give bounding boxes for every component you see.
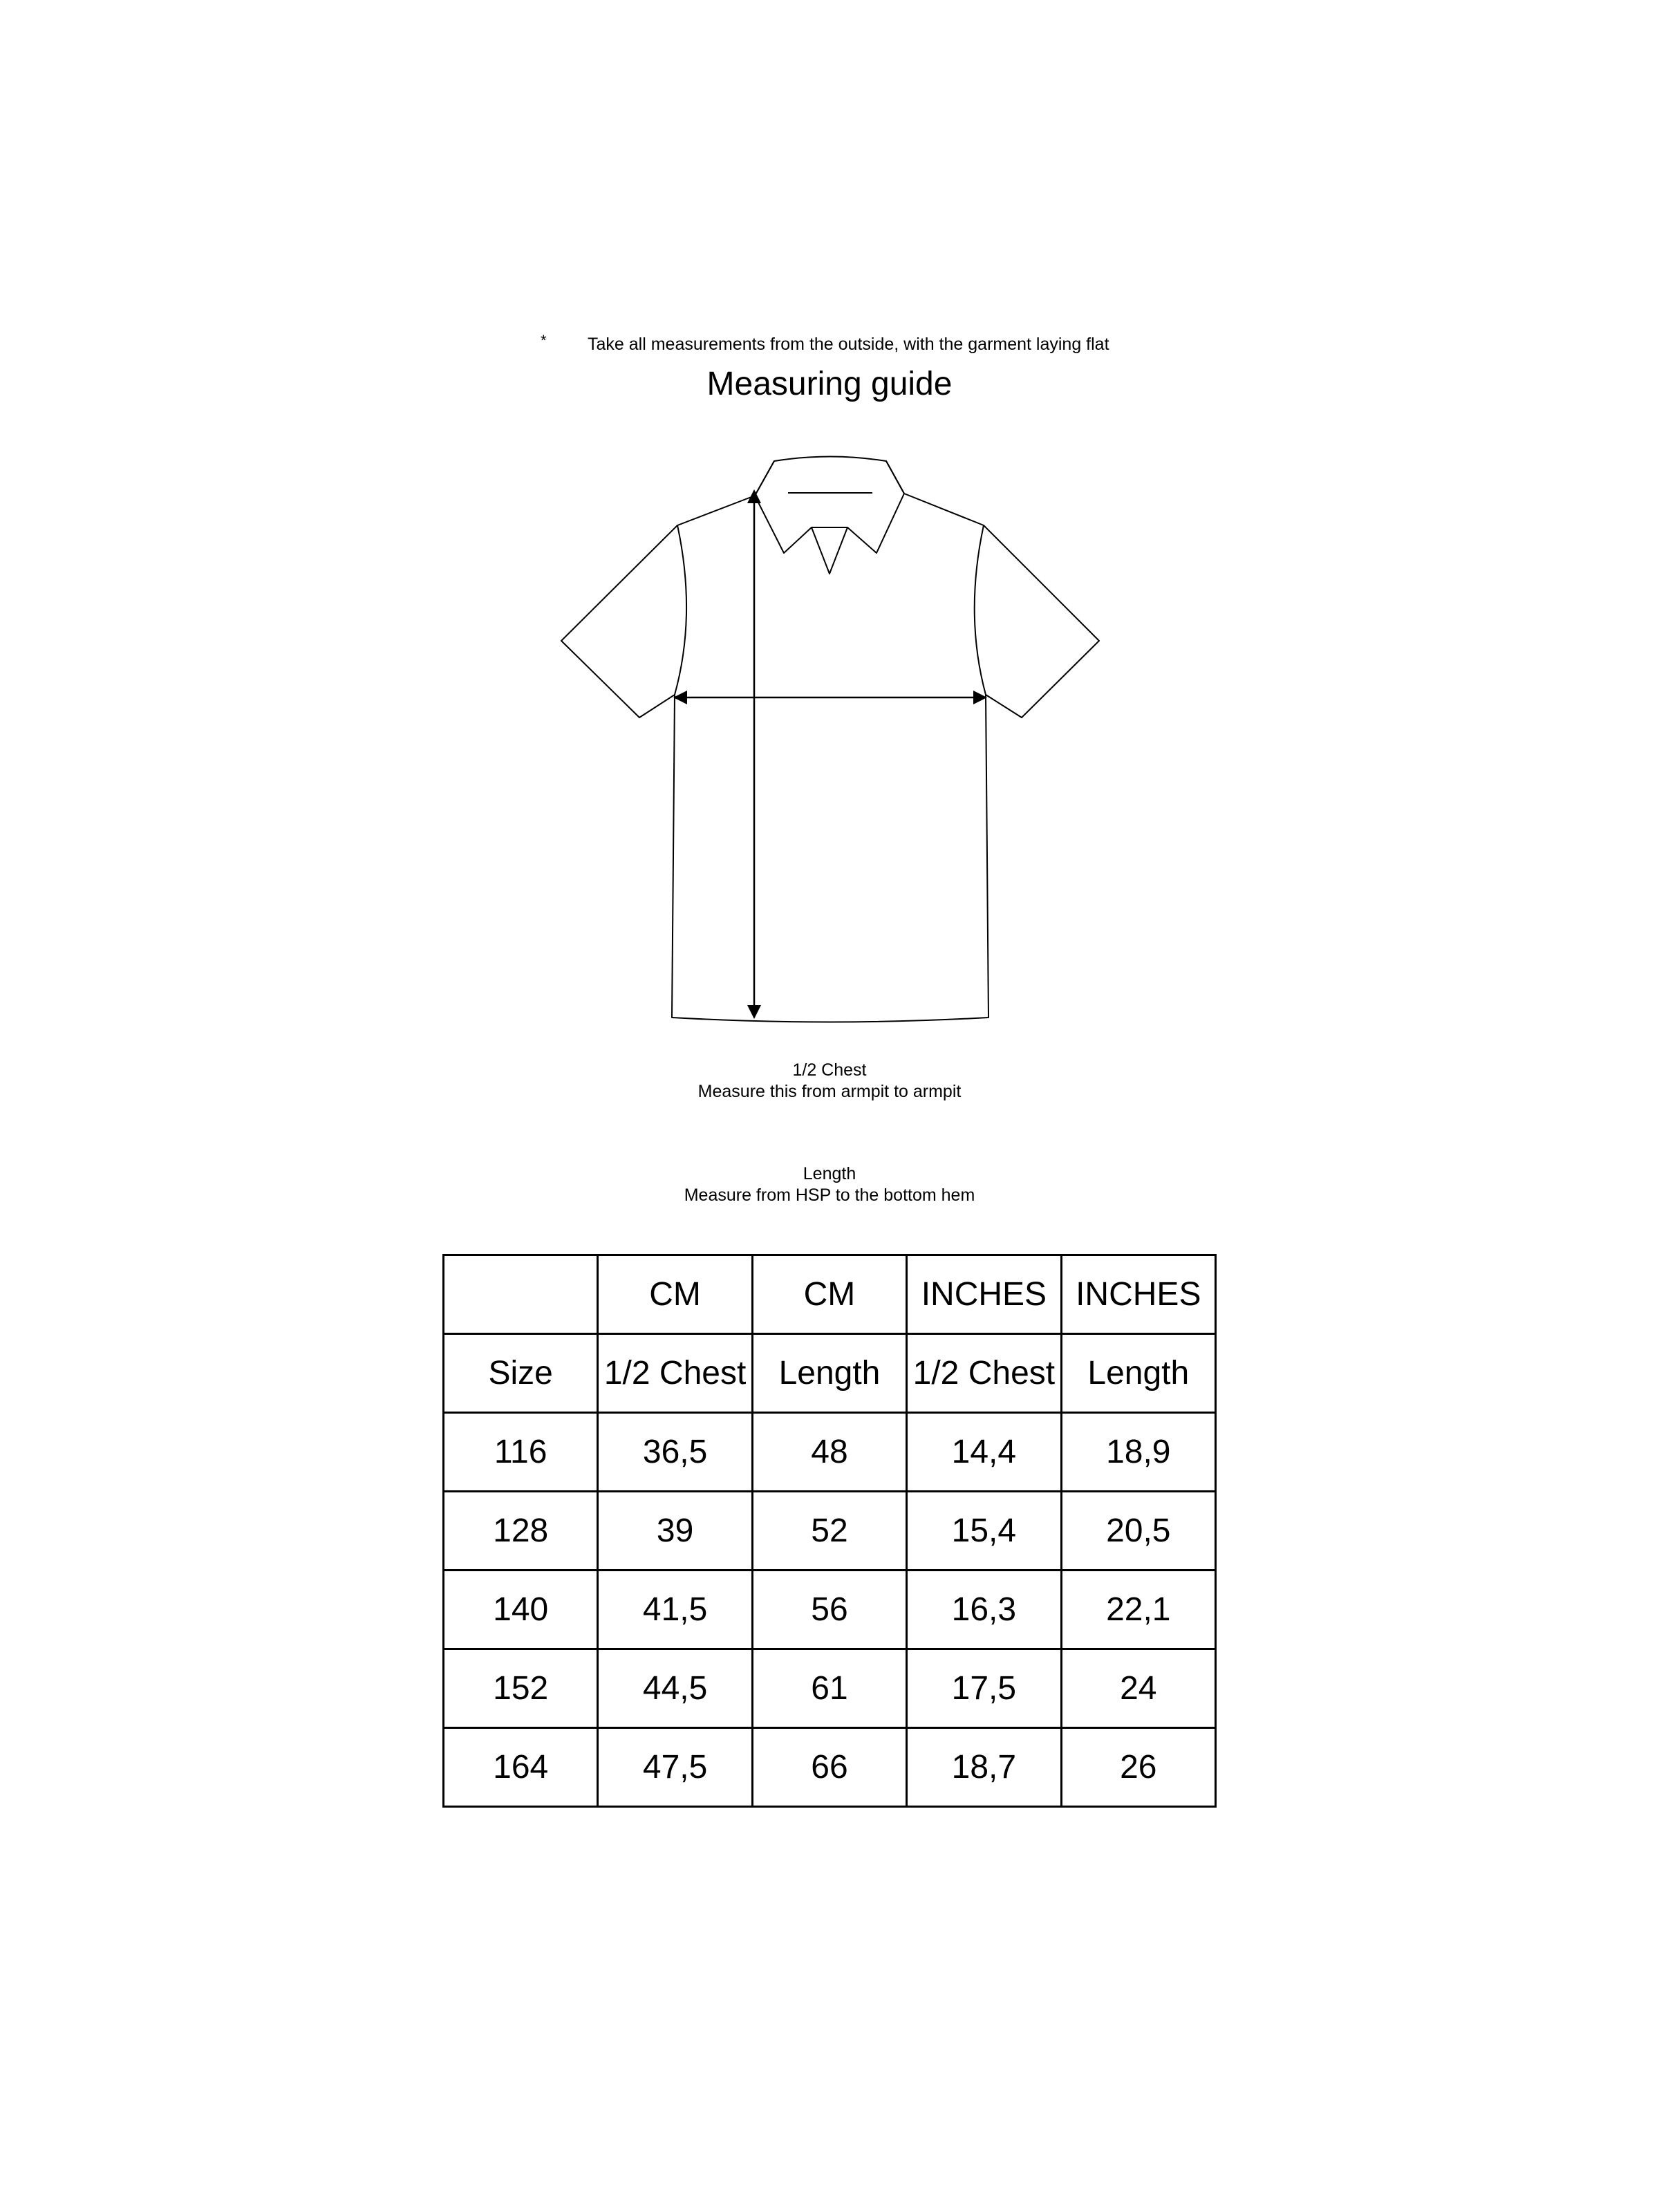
table-cell: 48 [752, 1413, 906, 1492]
size-cell: 152 [444, 1649, 598, 1728]
chest-caption [0, 1060, 1659, 1103]
table-cell: 14,4 [907, 1413, 1061, 1492]
shirt-collar [755, 457, 904, 574]
table-row [444, 1728, 1216, 1807]
unit-row [444, 1255, 1216, 1334]
length-caption-label: Length [803, 1164, 856, 1183]
table-cell: 44,5 [598, 1649, 752, 1728]
unit-cell: INCHES [907, 1255, 1061, 1334]
table-cell: 56 [752, 1571, 906, 1649]
measurement-note: Take all measurements from the outside, with the garment laying flat [588, 335, 1109, 354]
note-bullet: * [541, 332, 547, 349]
table-row [444, 1649, 1216, 1728]
size-cell: 140 [444, 1571, 598, 1649]
table-cell: 24 [1061, 1649, 1215, 1728]
table-row [444, 1571, 1216, 1649]
length-caption-description: Measure from HSP to the bottom hem [684, 1185, 975, 1205]
unit-cell: CM [752, 1255, 906, 1334]
table-cell: 52 [752, 1492, 906, 1571]
chest-caption-description: Measure this from armpit to armpit [697, 1082, 962, 1101]
table-cell: 26 [1061, 1728, 1215, 1807]
table-row [444, 1413, 1216, 1492]
chest-caption-label: 1/2 Chest [792, 1060, 867, 1080]
table-row [444, 1492, 1216, 1571]
size-cell: 128 [444, 1492, 598, 1571]
table-cell: 36,5 [598, 1413, 752, 1492]
unit-cell: INCHES [1061, 1255, 1215, 1334]
unit-cell: CM [598, 1255, 752, 1334]
table-cell: 18,7 [907, 1728, 1061, 1807]
shirt-diagram [0, 0, 1659, 1065]
table-cell: 47,5 [598, 1728, 752, 1807]
table-cell: 66 [752, 1728, 906, 1807]
size-cell: 116 [444, 1413, 598, 1492]
length-caption [0, 1163, 1659, 1206]
table-cell: 61 [752, 1649, 906, 1728]
header-row [444, 1334, 1216, 1413]
table-cell: 39 [598, 1492, 752, 1571]
header-cell: 1/2 Chest [907, 1334, 1061, 1413]
table-cell: 15,4 [907, 1492, 1061, 1571]
table-cell: 22,1 [1061, 1571, 1215, 1649]
table-cell: 17,5 [907, 1649, 1061, 1728]
size-cell: 164 [444, 1728, 598, 1807]
table-cell: 20,5 [1061, 1492, 1215, 1571]
header-cell: 1/2 Chest [598, 1334, 752, 1413]
table-cell: 18,9 [1061, 1413, 1215, 1492]
header-cell: Size [444, 1334, 598, 1413]
armhole-left [675, 525, 686, 695]
table-cell: 16,3 [907, 1571, 1061, 1649]
armhole-right [975, 525, 986, 695]
unit-cell [444, 1255, 598, 1334]
size-chart-table [442, 1254, 1217, 1808]
shirt-outline [561, 461, 1099, 1022]
table-cell: 41,5 [598, 1571, 752, 1649]
page-title: Measuring guide [706, 366, 953, 402]
header-cell: Length [752, 1334, 906, 1413]
header-cell: Length [1061, 1334, 1215, 1413]
